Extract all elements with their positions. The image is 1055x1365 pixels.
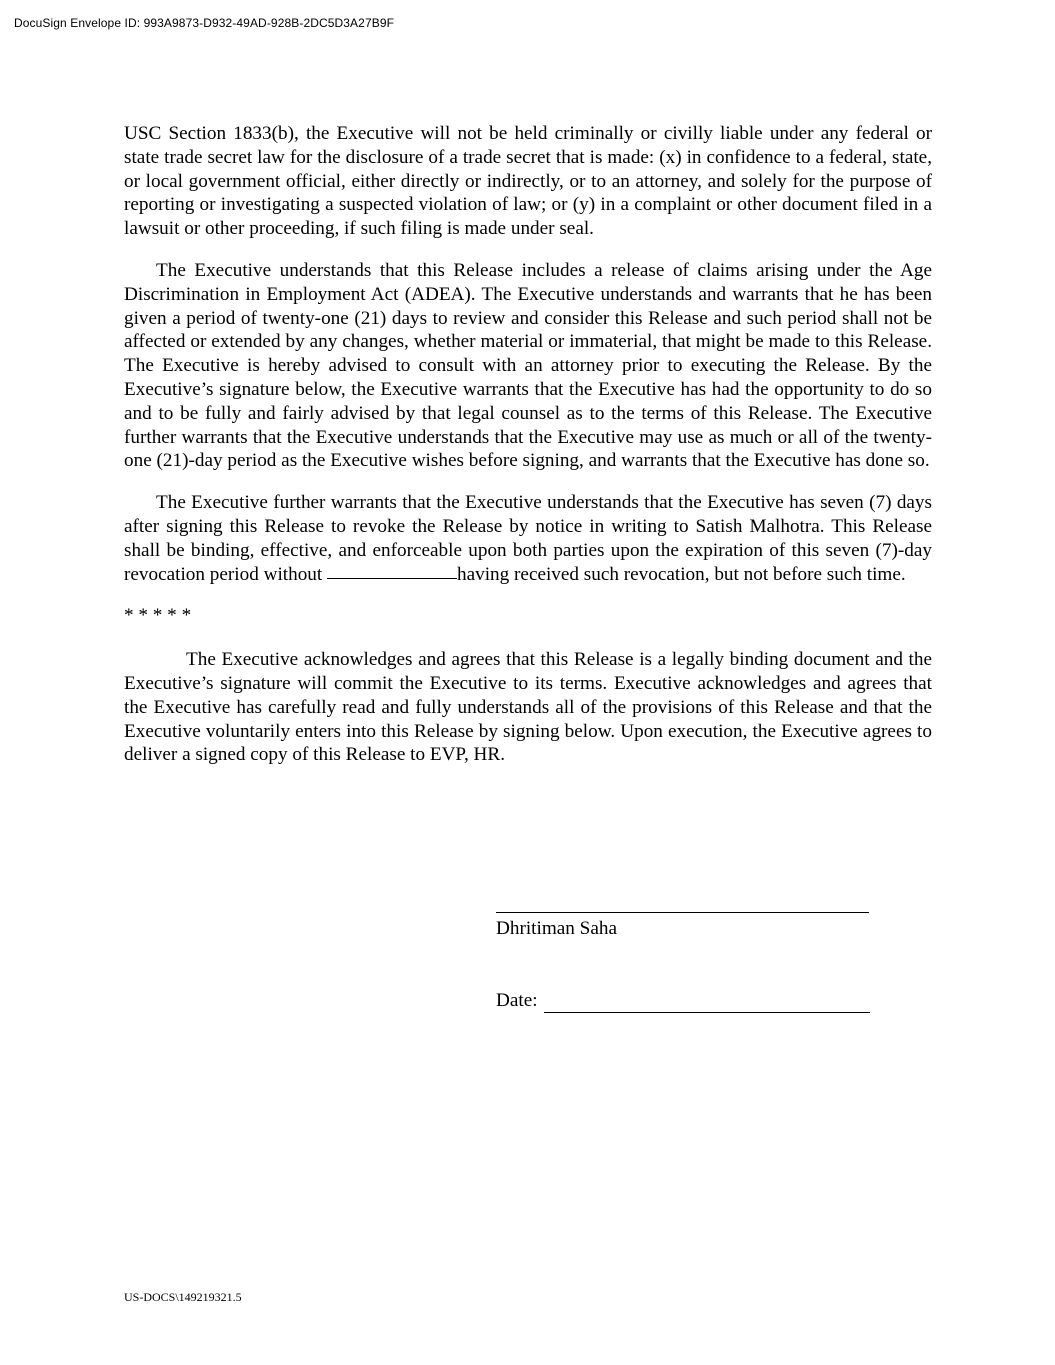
paragraph-adea: The Executive understands that this Release includes a release of claims arising under the Age Discrimination in Employment Act (ADEA). The Executive understands and warrants that he has been given a period of twenty-one (21) days to review and consider this Release and such period shall not be affected or extended by any changes, whether material or immaterial, that might be made to this Release. The Executive is hereby advised to consult with an attorney prior to executing the Release. By the Executive’s signature below, the Executive warrants that the Executive has had the opportunity to do so and to be fully and fairly advised by that legal counsel as to the terms of this Release. The Executive further warrants that the Executive understands that the Executive may use as much or all of the twenty-one (21)-day period as the Executive wishes before signing, and warrants that the Executive has done so. <box>124 259 932 472</box>
section-separator: * * * * * <box>124 605 192 627</box>
paragraph-acknowledgement: The Executive acknowledges and agrees that this Release is a legally binding document and the Executive’s signature will commit the Executive to its terms. Executive acknowledges and agrees that the Executive has carefully read and fully understands all of the provisions of this Release and that the Executive voluntarily enters into this Release by signing below. Upon execution, the Executive agrees to deliver a signed copy of this Release to EVP, HR. <box>124 649 932 766</box>
paragraph-trade-secret: USC Section 1833(b), the Executive will not be held criminally or civilly liable under any federal or state trade secret law for the disclosure of a trade secret that is made: (x) in confidence to a federal, state, or local government official, either directly or indirectly, or to an attorney, and solely for the purpose of reporting or investigating a suspected violation of law; or (y) in a complaint or other document filed in a lawsuit or other proceeding, if such filing is made under seal. <box>124 123 932 240</box>
date-label: Date: <box>496 990 538 1011</box>
revocation-text-start: The Executive further warrants that the Executive understands that the Executive has seven (7) days after signing this Release to revoke the Release by notice in writing to Satish Malhotra. This Release shall be binding, effective, and enforceable upon both parties upon the expiration of this seven (7)-day revocation period without <box>124 492 932 585</box>
date-row <box>496 989 876 1013</box>
document-body <box>124 122 932 785</box>
date-field-line[interactable] <box>544 994 870 1013</box>
paragraph-revocation <box>124 491 932 586</box>
inline-blank-line <box>327 577 457 579</box>
signature-block <box>496 890 876 1013</box>
signatory-name: Dhritiman Saha <box>496 918 617 939</box>
revocation-text-end: having received such revocation, but not before such time. <box>457 563 906 585</box>
signature-line[interactable] <box>496 912 869 913</box>
document-reference-footer: US-DOCS\149219321.5 <box>124 1290 242 1304</box>
docusign-envelope-id: DocuSign Envelope ID: 993A9873-D932-49AD-928B-2DC5D3A27B9F <box>14 16 395 30</box>
